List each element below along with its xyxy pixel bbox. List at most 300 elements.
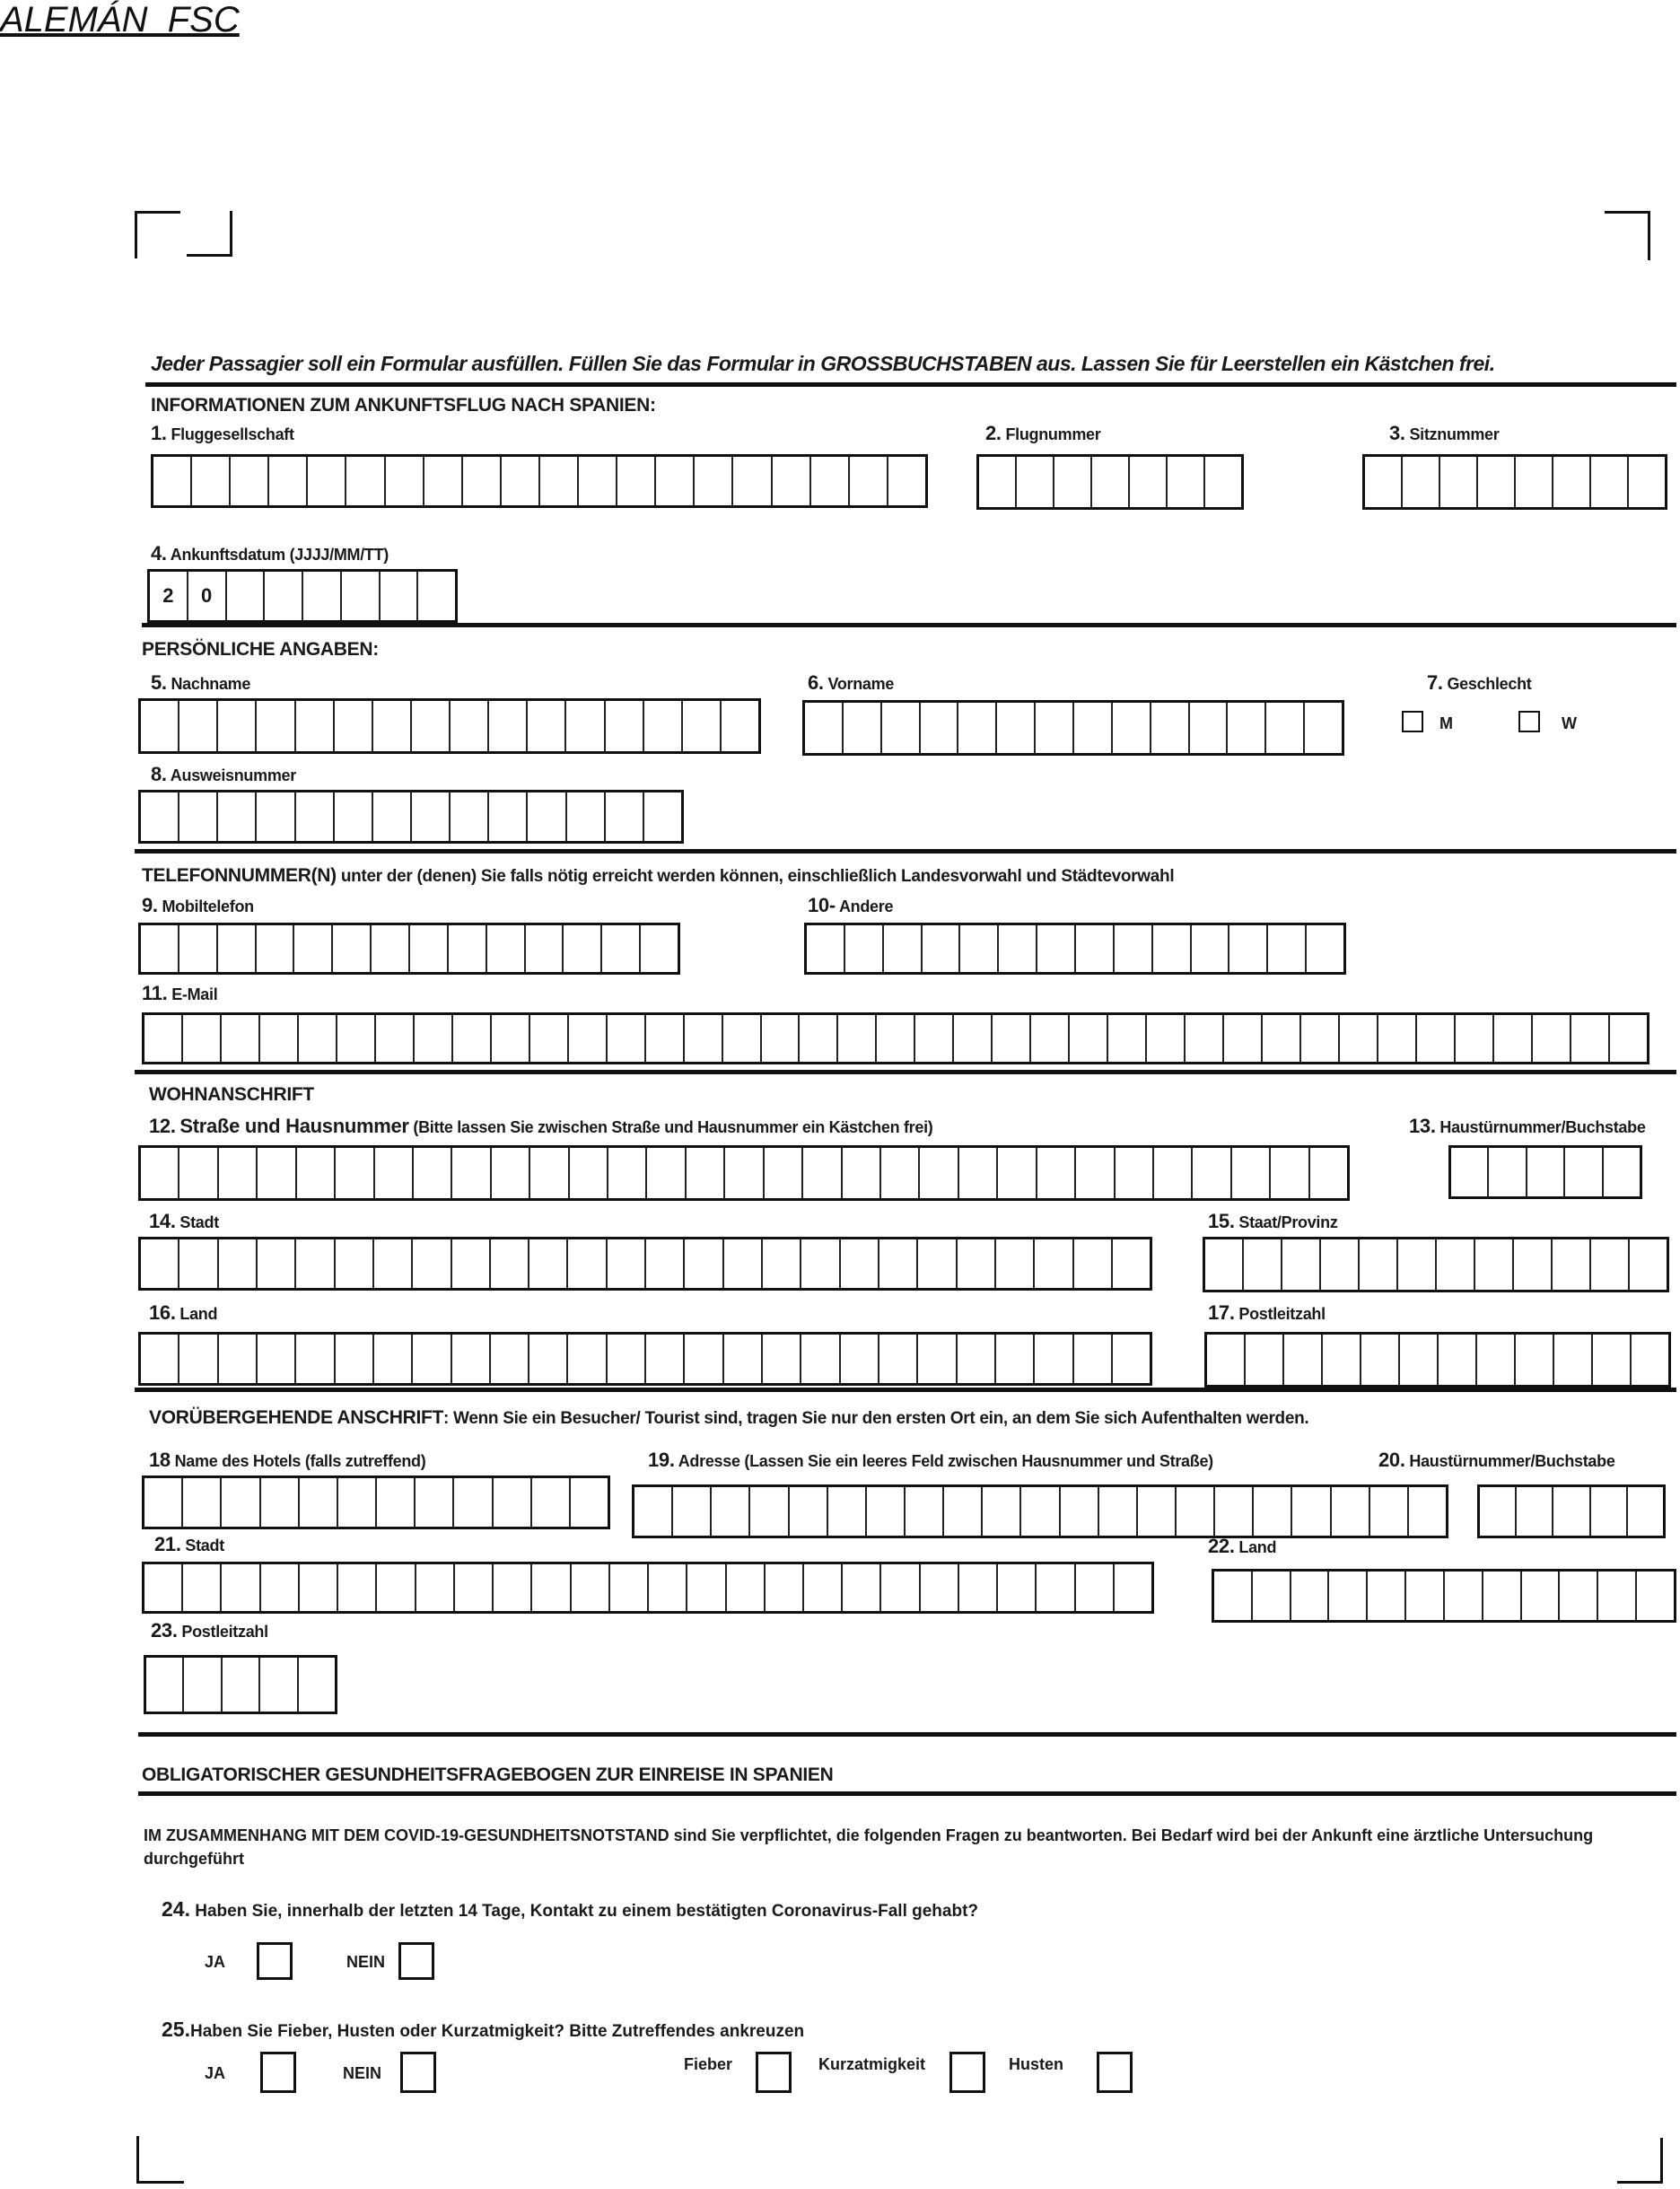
input-cell[interactable]: [1190, 703, 1229, 753]
input-cell[interactable]: [1475, 1239, 1514, 1290]
input-cell[interactable]: [1154, 1148, 1193, 1198]
input-cell[interactable]: [1061, 1487, 1099, 1536]
input-cell[interactable]: [1076, 925, 1115, 972]
input-cell[interactable]: [954, 1015, 993, 1062]
input-cell[interactable]: [644, 792, 681, 841]
input-cell[interactable]: [1099, 1487, 1138, 1536]
input-cell[interactable]: [1291, 1572, 1330, 1620]
input-cell[interactable]: [838, 1015, 877, 1062]
input-cell[interactable]: [144, 1015, 183, 1062]
input-cell[interactable]: [300, 1564, 338, 1611]
input-cell[interactable]: [1266, 703, 1305, 753]
input-cell[interactable]: [1406, 1572, 1445, 1620]
input-cell[interactable]: [1224, 1015, 1263, 1062]
input-cell[interactable]: [1610, 1015, 1647, 1062]
input-cell[interactable]: [141, 1239, 179, 1288]
input-cell[interactable]: [906, 1487, 944, 1536]
input-cell[interactable]: [1593, 1335, 1632, 1385]
input-cell[interactable]: [192, 457, 231, 505]
input-cell[interactable]: [568, 1239, 607, 1288]
input-cell[interactable]: [386, 457, 424, 505]
temp-address-field[interactable]: [632, 1484, 1448, 1538]
input-cell[interactable]: [923, 925, 961, 972]
input-cell[interactable]: [377, 1478, 416, 1527]
email-field[interactable]: [142, 1012, 1649, 1064]
city-field[interactable]: [138, 1237, 1152, 1291]
input-cell[interactable]: [1115, 925, 1153, 972]
input-cell[interactable]: [915, 1015, 954, 1062]
input-cell[interactable]: [179, 1335, 218, 1383]
state-field[interactable]: [1203, 1237, 1669, 1292]
input-cell[interactable]: [1305, 703, 1342, 753]
input-cell[interactable]: [1113, 1239, 1150, 1288]
input-cell[interactable]: [141, 701, 179, 751]
input-cell[interactable]: [532, 1564, 571, 1611]
input-cell[interactable]: [1253, 1572, 1291, 1620]
input-cell[interactable]: [1361, 1335, 1400, 1385]
input-cell[interactable]: [338, 1478, 377, 1527]
input-cell[interactable]: [801, 1335, 840, 1383]
street-field[interactable]: [138, 1145, 1350, 1201]
temp-zip-field[interactable]: [144, 1655, 337, 1714]
input-cell[interactable]: [179, 1239, 218, 1288]
input-cell[interactable]: [231, 457, 269, 505]
input-cell[interactable]: [828, 1487, 867, 1536]
input-cell[interactable]: [491, 1239, 529, 1288]
input-cell[interactable]: [641, 925, 678, 972]
input-cell[interactable]: [1480, 1487, 1517, 1536]
input-cell[interactable]: [1554, 1335, 1593, 1385]
input-cell[interactable]: [920, 1148, 958, 1198]
input-cell[interactable]: [867, 1487, 906, 1536]
gender-w-checkbox[interactable]: [1518, 711, 1540, 732]
input-cell[interactable]: [222, 1015, 260, 1062]
input-cell[interactable]: [1637, 1572, 1674, 1620]
input-cell[interactable]: [1214, 1572, 1253, 1620]
arrival-date-field[interactable]: [147, 569, 458, 623]
input-cell[interactable]: [921, 703, 959, 753]
input-cell[interactable]: [1076, 1564, 1115, 1611]
surname-field[interactable]: [138, 698, 761, 754]
input-cell[interactable]: [882, 703, 921, 753]
input-cell[interactable]: [1630, 1239, 1667, 1290]
input-cell[interactable]: [999, 925, 1037, 972]
door-field[interactable]: [1448, 1145, 1642, 1199]
input-cell[interactable]: [918, 1335, 957, 1383]
input-cell[interactable]: [608, 1148, 647, 1198]
airline-field[interactable]: [151, 454, 928, 508]
input-cell[interactable]: [959, 1148, 998, 1198]
input-cell[interactable]: [572, 1564, 610, 1611]
input-cell[interactable]: [750, 1487, 789, 1536]
input-cell[interactable]: [1321, 1239, 1360, 1290]
input-cell[interactable]: [958, 703, 997, 753]
input-cell[interactable]: [646, 1015, 685, 1062]
input-cell[interactable]: [335, 701, 373, 751]
input-cell[interactable]: [451, 701, 489, 751]
input-cell[interactable]: [335, 792, 373, 841]
input-cell[interactable]: [1400, 1335, 1439, 1385]
input-cell[interactable]: [453, 1015, 492, 1062]
input-cell[interactable]: [454, 1478, 493, 1527]
input-cell[interactable]: [346, 457, 385, 505]
input-cell[interactable]: [608, 1015, 646, 1062]
input-cell[interactable]: [219, 1335, 258, 1383]
input-cell[interactable]: [222, 1478, 260, 1527]
input-cell[interactable]: [1517, 1487, 1553, 1536]
input-cell[interactable]: [494, 1564, 532, 1611]
input-cell[interactable]: [1130, 457, 1168, 507]
input-cell[interactable]: [997, 703, 1036, 753]
input-cell[interactable]: [532, 1478, 571, 1527]
input-cell[interactable]: [415, 1015, 453, 1062]
input-cell[interactable]: [1115, 1564, 1151, 1611]
input-cell[interactable]: [921, 1564, 959, 1611]
input-cell[interactable]: [805, 703, 844, 753]
input-cell[interactable]: [299, 1658, 335, 1712]
input-cell[interactable]: [1271, 1148, 1309, 1198]
input-cell[interactable]: [1192, 925, 1230, 972]
input-cell[interactable]: [260, 1015, 299, 1062]
input-cell[interactable]: [579, 457, 617, 505]
input-cell[interactable]: [888, 457, 925, 505]
input-cell[interactable]: [1138, 1487, 1177, 1536]
q25-yes-checkbox[interactable]: [260, 2052, 296, 2093]
input-cell[interactable]: [179, 792, 218, 841]
temp-city-field[interactable]: [142, 1562, 1154, 1614]
input-cell[interactable]: [1533, 1015, 1571, 1062]
input-cell[interactable]: [807, 925, 845, 972]
input-cell[interactable]: [687, 1148, 725, 1198]
input-cell[interactable]: [993, 1015, 1031, 1062]
input-cell[interactable]: [1494, 1015, 1533, 1062]
input-cell[interactable]: [373, 701, 412, 751]
input-cell[interactable]: [803, 1148, 842, 1198]
input-cell[interactable]: [996, 1335, 1035, 1383]
input-cell[interactable]: [1113, 1335, 1150, 1383]
input-cell[interactable]: [530, 1015, 569, 1062]
hotel-field[interactable]: [142, 1475, 610, 1529]
input-cell[interactable]: [656, 457, 695, 505]
input-cell[interactable]: [1489, 1148, 1527, 1196]
input-cell[interactable]: [959, 1564, 998, 1611]
input-cell[interactable]: [1207, 1335, 1246, 1385]
input-cell[interactable]: [606, 701, 644, 751]
input-cell[interactable]: [376, 1015, 415, 1062]
input-cell[interactable]: [944, 1487, 983, 1536]
input-cell[interactable]: [765, 1148, 803, 1198]
input-cell[interactable]: [1074, 703, 1113, 753]
input-cell[interactable]: [452, 1335, 491, 1383]
input-cell[interactable]: [646, 1239, 685, 1288]
input-cell[interactable]: [1522, 1572, 1561, 1620]
flight-number-field[interactable]: [976, 454, 1244, 510]
input-cell[interactable]: [983, 1487, 1021, 1536]
input-cell[interactable]: [1035, 1239, 1073, 1288]
input-cell[interactable]: [1553, 1487, 1590, 1536]
input-cell[interactable]: [1113, 703, 1151, 753]
input-cell[interactable]: [877, 1015, 915, 1062]
input-cell[interactable]: [801, 1239, 840, 1288]
input-cell[interactable]: [416, 1564, 455, 1611]
input-cell[interactable]: [141, 1335, 179, 1383]
input-cell[interactable]: [1031, 1015, 1070, 1062]
input-cell[interactable]: [1301, 1015, 1340, 1062]
input-cell[interactable]: [1193, 1148, 1231, 1198]
input-cell[interactable]: [296, 1335, 335, 1383]
input-cell[interactable]: [184, 1658, 222, 1712]
input-cell[interactable]: [373, 792, 412, 841]
input-cell[interactable]: [1323, 1335, 1361, 1385]
input-cell[interactable]: [647, 1148, 686, 1198]
input-cell[interactable]: [146, 1658, 184, 1712]
gender-m-checkbox[interactable]: [1402, 711, 1423, 732]
input-cell[interactable]: [1632, 1335, 1668, 1385]
input-cell[interactable]: [1451, 1148, 1489, 1196]
input-cell[interactable]: [1516, 1335, 1554, 1385]
input-cell[interactable]: [528, 792, 566, 841]
input-cell[interactable]: [1553, 1239, 1591, 1290]
input-cell[interactable]: [569, 1015, 608, 1062]
input-cell[interactable]: [487, 925, 526, 972]
input-cell[interactable]: [1263, 1015, 1301, 1062]
input-cell[interactable]: [1151, 703, 1190, 753]
input-cell[interactable]: [183, 1478, 222, 1527]
input-cell[interactable]: [1035, 1335, 1073, 1383]
input-cell[interactable]: [183, 1564, 222, 1611]
input-cell[interactable]: [1036, 703, 1074, 753]
input-cell[interactable]: [564, 925, 602, 972]
input-cell[interactable]: [568, 1335, 607, 1383]
input-cell[interactable]: [1628, 1487, 1663, 1536]
input-cell[interactable]: [463, 457, 502, 505]
input-cell[interactable]: [1360, 1239, 1398, 1290]
input-cell[interactable]: [844, 703, 882, 753]
input-cell[interactable]: [1516, 457, 1553, 507]
input-cell[interactable]: [1292, 1487, 1331, 1536]
input-cell[interactable]: [567, 792, 606, 841]
input-cell[interactable]: [1370, 1487, 1409, 1536]
input-cell[interactable]: [687, 1564, 726, 1611]
q25-no-checkbox[interactable]: [400, 2052, 436, 2093]
country-field[interactable]: [138, 1332, 1152, 1386]
input-cell[interactable]: [960, 925, 999, 972]
input-cell[interactable]: [1054, 457, 1092, 507]
input-cell[interactable]: [1456, 1015, 1494, 1062]
input-cell[interactable]: [336, 1239, 374, 1288]
input-cell[interactable]: [1591, 1487, 1628, 1536]
input-cell[interactable]: [722, 701, 758, 751]
breath-checkbox[interactable]: [949, 2052, 985, 2093]
input-cell[interactable]: [296, 1239, 335, 1288]
input-cell[interactable]: [257, 701, 295, 751]
input-cell[interactable]: [218, 701, 257, 751]
input-cell[interactable]: [1037, 925, 1076, 972]
cough-checkbox[interactable]: [1097, 2052, 1133, 2093]
input-cell[interactable]: [1514, 1239, 1553, 1290]
input-cell[interactable]: [762, 1015, 801, 1062]
seat-number-field[interactable]: [1362, 454, 1667, 510]
input-cell[interactable]: [998, 1148, 1037, 1198]
input-cell[interactable]: [494, 1478, 532, 1527]
input-cell[interactable]: [492, 1148, 530, 1198]
input-cell[interactable]: [958, 1239, 996, 1288]
input-cell[interactable]: [1571, 1015, 1610, 1062]
input-cell[interactable]: [492, 1015, 530, 1062]
input-cell[interactable]: [712, 1487, 750, 1536]
input-cell[interactable]: [1153, 925, 1192, 972]
input-cell[interactable]: [1070, 1015, 1108, 1062]
input-cell[interactable]: [1215, 1487, 1254, 1536]
input-cell[interactable]: [528, 701, 566, 751]
input-cell[interactable]: [1629, 457, 1665, 507]
q24-yes-checkbox[interactable]: [257, 1942, 293, 1980]
input-cell[interactable]: [685, 1335, 723, 1383]
input-cell[interactable]: [766, 1564, 804, 1611]
id-number-field[interactable]: [138, 790, 684, 844]
input-cell[interactable]: [1246, 1335, 1284, 1385]
input-cell[interactable]: [336, 1335, 374, 1383]
input-cell[interactable]: [258, 1335, 296, 1383]
input-cell[interactable]: [1268, 925, 1307, 972]
input-cell[interactable]: [1553, 457, 1591, 507]
input-cell[interactable]: [424, 457, 463, 505]
input-cell[interactable]: [529, 1335, 568, 1383]
input-cell[interactable]: [413, 1239, 451, 1288]
input-cell[interactable]: [257, 925, 295, 972]
input-cell[interactable]: [843, 1564, 881, 1611]
input-cell[interactable]: [879, 1239, 918, 1288]
input-cell[interactable]: [570, 1148, 608, 1198]
input-cell[interactable]: [881, 1564, 920, 1611]
input-cell[interactable]: [258, 1148, 296, 1198]
input-cell[interactable]: [336, 1148, 374, 1198]
input-cell[interactable]: [958, 1335, 996, 1383]
input-cell[interactable]: [1437, 1239, 1475, 1290]
input-cell[interactable]: [566, 701, 605, 751]
input-cell[interactable]: [1598, 1572, 1637, 1620]
input-cell[interactable]: [179, 1148, 218, 1198]
input-cell[interactable]: [841, 1239, 879, 1288]
input-cell[interactable]: [526, 925, 564, 972]
input-cell[interactable]: [733, 457, 772, 505]
input-cell[interactable]: [763, 1239, 801, 1288]
input-cell[interactable]: [491, 1335, 529, 1383]
input-cell[interactable]: [1527, 1148, 1565, 1196]
input-cell[interactable]: [763, 1335, 801, 1383]
input-cell[interactable]: [502, 457, 540, 505]
input-cell[interactable]: [1116, 1148, 1154, 1198]
input-cell[interactable]: [1244, 1239, 1282, 1290]
input-cell[interactable]: [843, 1148, 881, 1198]
input-cell[interactable]: [1076, 1148, 1115, 1198]
input-cell[interactable]: [1477, 1335, 1516, 1385]
input-cell[interactable]: [685, 1239, 723, 1288]
input-cell[interactable]: [261, 1478, 300, 1527]
input-cell[interactable]: [222, 1564, 260, 1611]
input-cell[interactable]: [377, 1564, 416, 1611]
input-cell[interactable]: [608, 1335, 646, 1383]
input-cell[interactable]: [451, 792, 489, 841]
input-cell[interactable]: [489, 701, 528, 751]
input-cell[interactable]: [374, 1239, 413, 1288]
input-cell[interactable]: [881, 1148, 920, 1198]
input-cell[interactable]: [338, 1564, 377, 1611]
input-cell[interactable]: [1591, 457, 1629, 507]
input-cell[interactable]: [153, 457, 192, 505]
input-cell[interactable]: [141, 1148, 179, 1198]
input-cell[interactable]: [337, 1015, 376, 1062]
input-cell[interactable]: [685, 1015, 723, 1062]
input-cell[interactable]: [884, 925, 923, 972]
input-cell[interactable]: [1186, 1015, 1224, 1062]
input-cell[interactable]: [998, 1564, 1037, 1611]
input-cell[interactable]: [1205, 457, 1241, 507]
input-cell[interactable]: [410, 925, 449, 972]
input-cell[interactable]: [333, 925, 372, 972]
input-cell[interactable]: [1340, 1015, 1378, 1062]
temp-country-field[interactable]: [1212, 1569, 1676, 1623]
input-cell[interactable]: [296, 792, 335, 841]
input-cell[interactable]: [412, 701, 451, 751]
input-cell[interactable]: [257, 792, 295, 841]
input-cell[interactable]: [1403, 457, 1440, 507]
input-cell[interactable]: [773, 457, 811, 505]
input-cell[interactable]: [850, 457, 888, 505]
input-cell[interactable]: [1108, 1015, 1147, 1062]
input-cell[interactable]: [1254, 1487, 1292, 1536]
input-cell[interactable]: [602, 925, 641, 972]
input-cell[interactable]: [644, 701, 683, 751]
input-cell[interactable]: [1445, 1572, 1483, 1620]
fever-checkbox[interactable]: [756, 2052, 792, 2093]
input-cell[interactable]: [449, 925, 487, 972]
mobile-field[interactable]: [138, 923, 680, 975]
input-cell[interactable]: [294, 925, 333, 972]
input-cell[interactable]: [144, 1564, 183, 1611]
input-cell[interactable]: [1092, 457, 1130, 507]
zip-field[interactable]: [1204, 1332, 1671, 1388]
input-cell[interactable]: [179, 925, 218, 972]
input-cell[interactable]: [1037, 1148, 1076, 1198]
input-cell[interactable]: [1282, 1239, 1321, 1290]
input-cell[interactable]: [841, 1335, 879, 1383]
input-cell[interactable]: [1483, 1572, 1522, 1620]
q24-no-checkbox[interactable]: [398, 1942, 434, 1980]
input-cell[interactable]: [141, 925, 179, 972]
input-cell[interactable]: [260, 1658, 298, 1712]
input-cell[interactable]: [1478, 457, 1516, 507]
input-cell[interactable]: [540, 457, 579, 505]
input-cell[interactable]: [455, 1564, 494, 1611]
input-cell[interactable]: [308, 457, 346, 505]
input-cell[interactable]: [1591, 1239, 1630, 1290]
input-cell[interactable]: [723, 1015, 762, 1062]
input-cell[interactable]: [1021, 1487, 1060, 1536]
input-cell[interactable]: [374, 1335, 413, 1383]
input-cell[interactable]: [1310, 1148, 1347, 1198]
input-cell[interactable]: [375, 1148, 414, 1198]
input-cell[interactable]: [1037, 1564, 1075, 1611]
input-cell[interactable]: [416, 1478, 454, 1527]
temp-door-field[interactable]: [1477, 1484, 1666, 1538]
input-cell[interactable]: [1409, 1487, 1446, 1536]
input-cell[interactable]: [1560, 1572, 1598, 1620]
other-phone-field[interactable]: [804, 923, 1346, 975]
input-cell[interactable]: [452, 1148, 491, 1198]
input-cell[interactable]: [879, 1335, 918, 1383]
input-cell[interactable]: [790, 1487, 828, 1536]
